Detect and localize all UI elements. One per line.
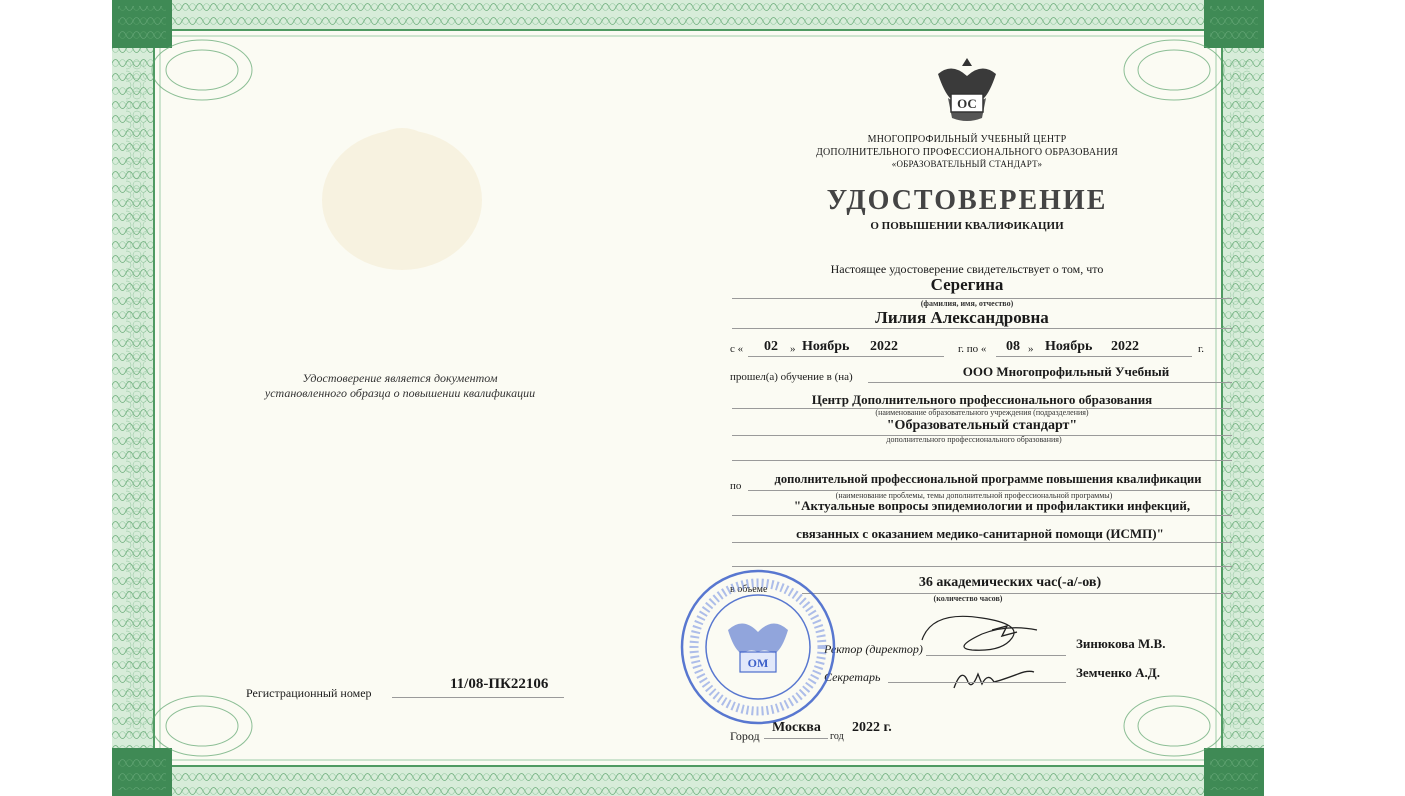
rector-signature-icon [912,600,1052,660]
document-subtitle: О ПОВЫШЕНИИ КВАЛИФИКАЦИИ [870,220,1064,232]
org-line-1: МНОГОПРОФИЛЬНЫЙ УЧЕБНЫЙ ЦЕНТР [867,134,1067,145]
org-line-2: ДОПОЛНИТЕЛЬНОГО ПРОФЕССИОНАЛЬНОГО ОБРАЗОВАНИЯ [815,147,1119,158]
intro-text: Настоящее удостоверение свидетельствует о том, что [830,262,1104,276]
institution-line-1: ООО Многопрофильный Учебный [962,364,1170,379]
document-title: УДОСТОВЕРЕНИЕ [826,185,1108,216]
program-line-3: связанных с оказанием медико-санитарной помощи (ИСМП)" [796,526,1164,541]
svg-text:ОМ: ОМ [747,656,769,670]
secretary-label: Секретарь [824,670,881,684]
name-hint: (фамилия, имя, отчество) [920,299,1014,308]
institution-hint-2: дополнительного профессионального образования) [886,435,1062,444]
year-label: год [830,731,844,742]
city-label: Город [730,729,760,743]
org-line-3: «ОБРАЗОВАТЕЛЬНЫЙ СТАНДАРТ» [891,159,1043,169]
statement-line-2: установленного образца о повышении квалификации [264,386,536,400]
to-month: Ноябрь [1045,339,1093,354]
rector-label: Ректор (директор) [824,642,923,656]
program-hint: (наименование проблемы, темы дополнительной профессиональной программы) [835,491,1113,500]
to-day: 08 [1006,339,1020,354]
reg-number-label: Регистрационный номер [246,686,372,700]
from-year: 2022 [870,339,898,354]
year-value: 2022 г. [852,720,892,735]
institution-line-2: Центр Дополнительного профессионального образования [811,392,1153,407]
from-month: Ноябрь [802,339,850,354]
training-label: прошел(а) обучение в (на) [730,371,853,383]
given-names-line [732,328,1232,329]
institution-line-3: "Образовательный стандарт" [886,418,1078,433]
volume-hint: (количество часов) [933,594,1003,603]
city-value: Москва [772,720,821,735]
program-label: по [730,480,742,492]
svg-text:ОС: ОС [957,96,977,111]
surname: Серегина [930,275,1004,294]
volume-value: 36 академических час(-а/-ов) [918,575,1102,590]
volume-label: в объеме [730,584,768,595]
institution-hint: (наименование образовательного учреждения (подразделения) [875,408,1089,417]
program-line-1: дополнительной профессиональной программе повышения квалификации [774,472,1202,486]
to-year: 2022 [1111,339,1139,354]
certificate: ОС МНОГОПРОФИЛЬНЫЙ УЧЕБНЫЙ ЦЕНТР ДОПОЛНИТЕЛЬНОГО ПРОФЕССИОНАЛЬНОГО ОБРАЗОВАНИЯ «ОБРАЗОВАТЕЛЬНЫЙ СТАНДАРТ» УДОСТОВЕРЕНИЕ О ПОВЫШЕНИИ КВАЛИФИКАЦИИ Настоящее удостоверение свидетельствует о том, что Серегина (фамилия, имя, отчество) Лилия Александровна с « 02 » Ноябрь 2022 г. по « 08 » Ноябрь 2022 г. прошел(а) обучение в (на) ООО Многопрофильный Учебный Центр Дополнительного профессионального образования (наименование образовательного учреждения (подразделения) "Образовательный стандарт" дополнительного профессионального образования) по дополнительной профессиональной программе повышения квалификации (наименование проблемы, темы дополнительной профессиональной программы) "Актуальные вопросы эпидемиологии и профилактики инфекций, связанных с оказанием медико-санитарной помощи (ИСМП)" в объеме 36 академических час(-а/-ов) (количество часов) Ректор (директор) Зинюкова М.В. Секретарь Земченко А.Д. Город Москва год 2022 г. ОМ Удостоверение является документом установленного образца о повышении квалификации Регистрационный номер 11/08-ПК22106 [112,0,1264,796]
statement-line-1: Удостоверение является документом [302,371,498,385]
program-line-2: "Актуальные вопросы эпидемиологии и профилактики инфекций, [793,498,1191,513]
seal-stamp-icon [678,568,838,726]
reg-number-value: 11/08-ПК22106 [450,676,549,692]
given-names: Лилия Александровна [875,308,1049,327]
eagle-emblem-icon [932,52,1002,126]
secretary-signature-icon [948,660,1038,694]
from-day: 02 [764,339,778,354]
rector-name: Зинюкова М.В. [1076,636,1166,651]
secretary-name: Земченко А.Д. [1076,665,1160,680]
